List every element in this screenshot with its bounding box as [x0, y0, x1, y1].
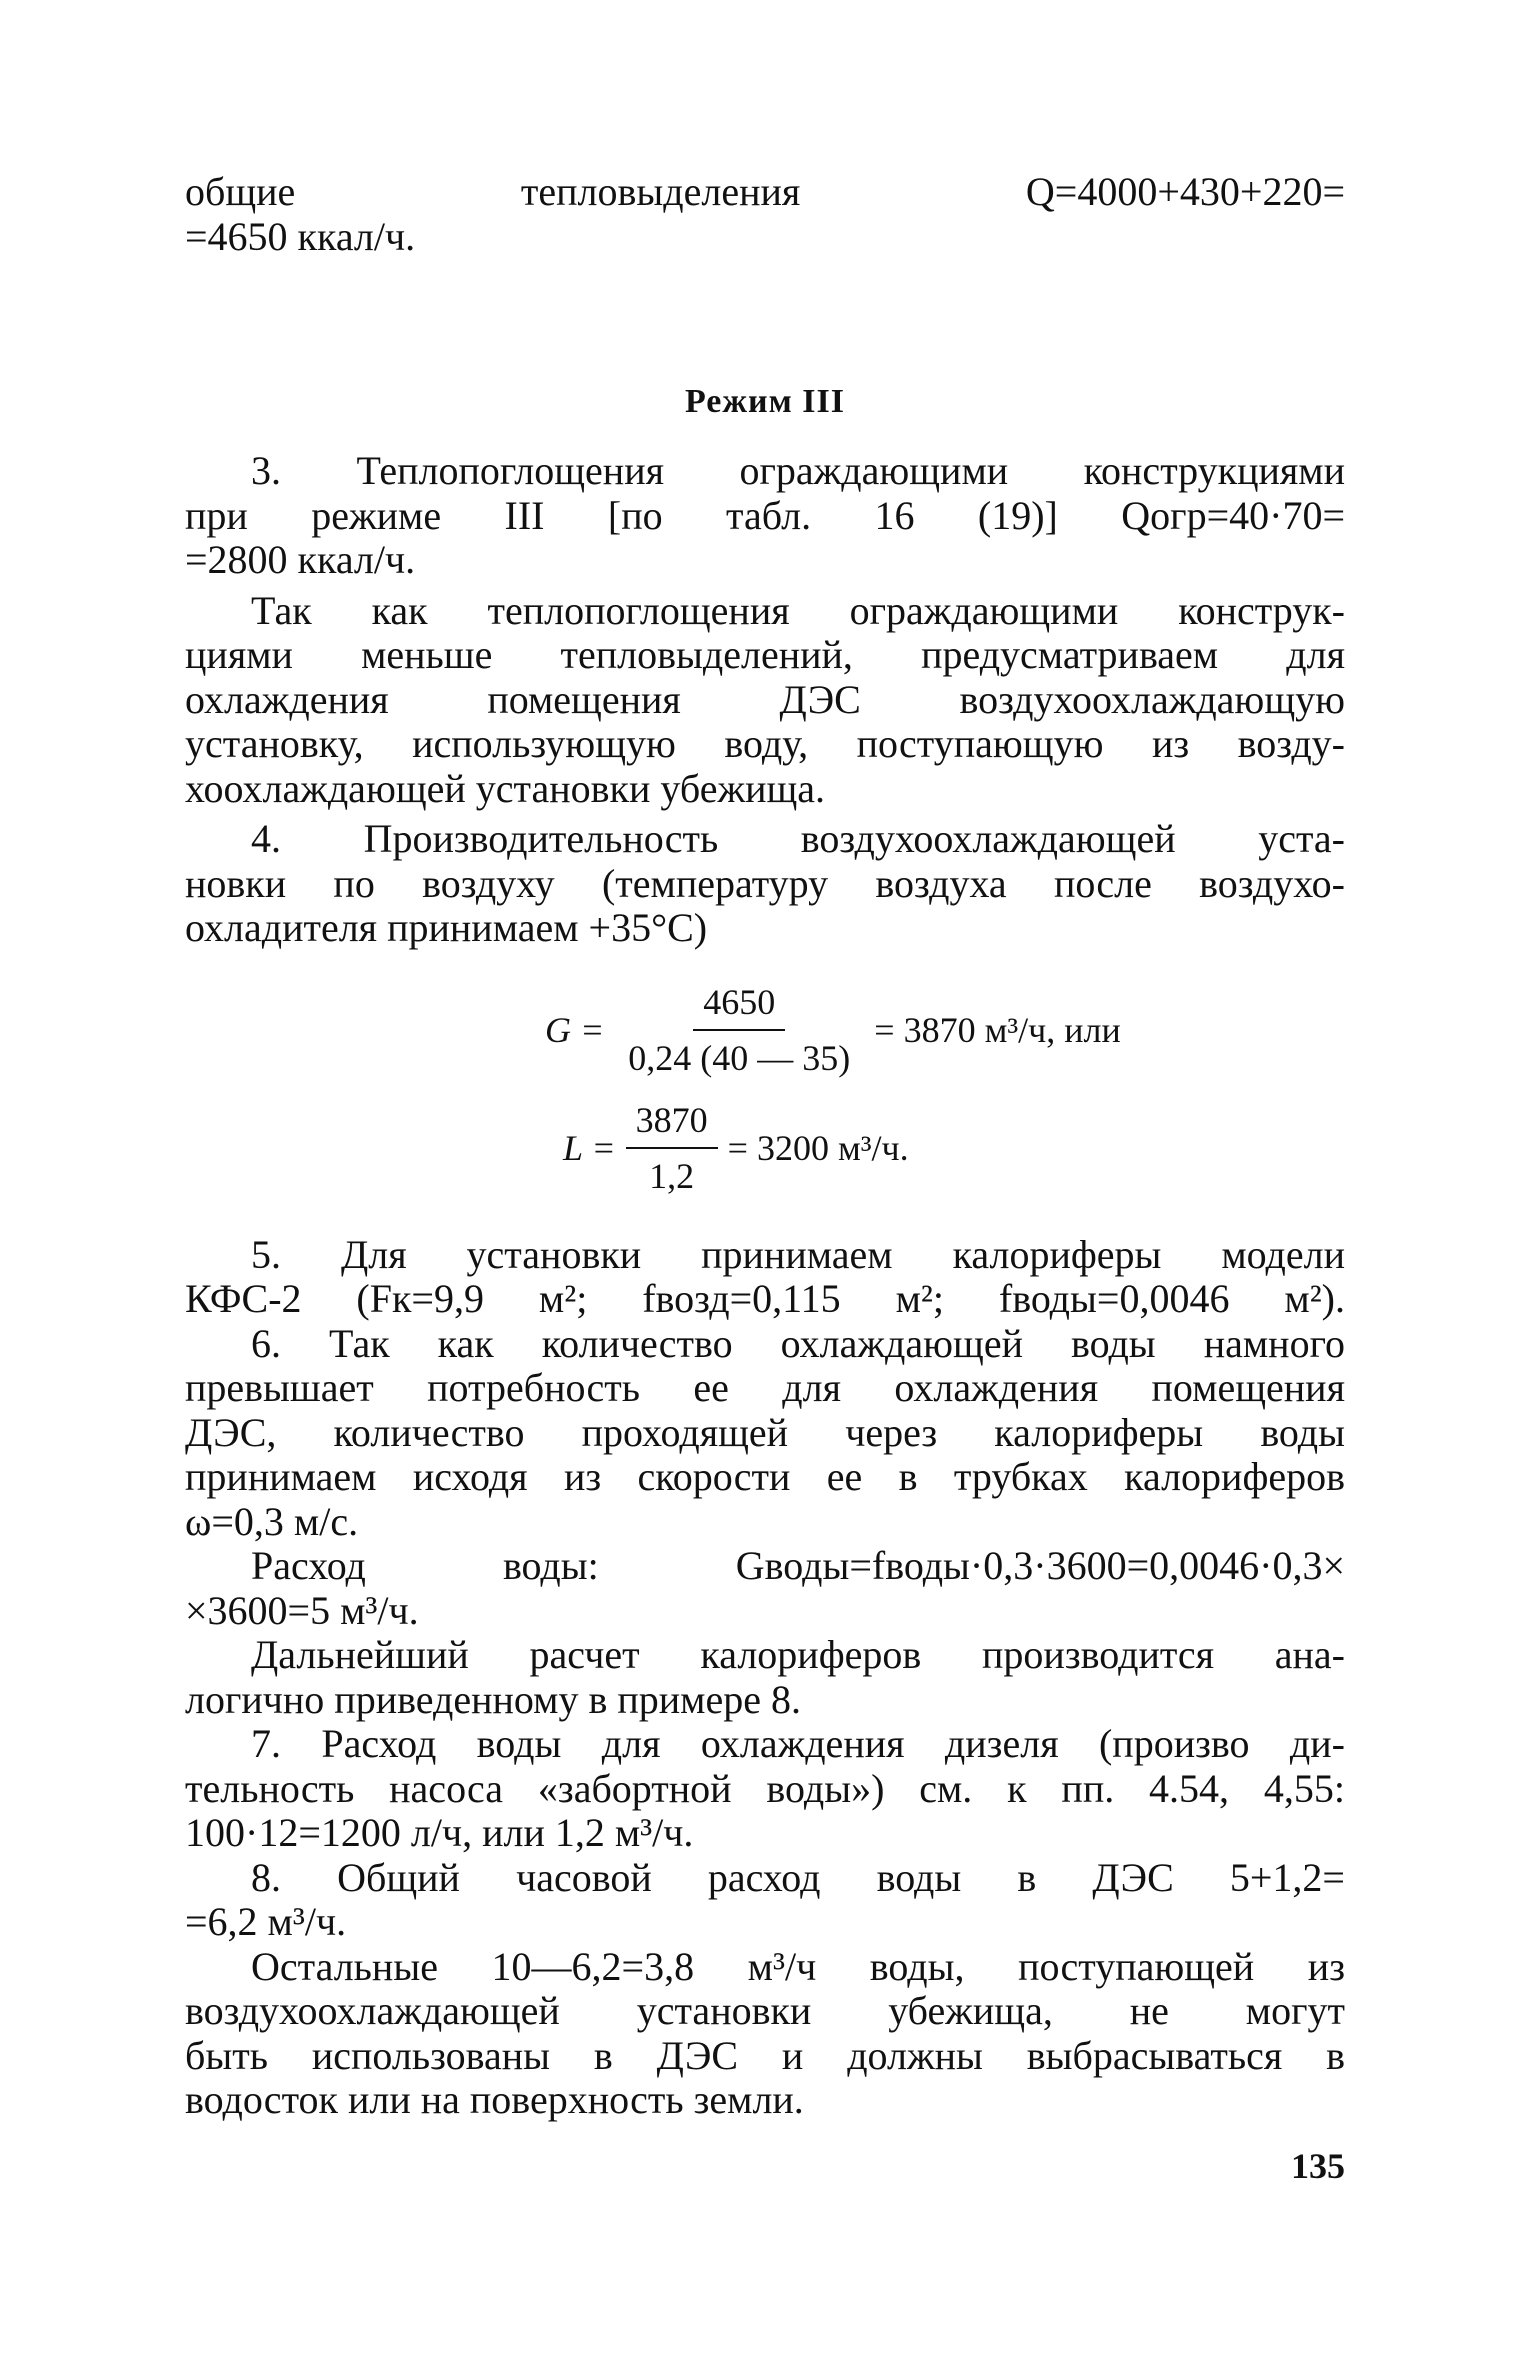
text-line: 6. Так как количество охлаждающей воды намного	[251, 1320, 1345, 1366]
text-line: 3. Теплопоглощения ограждающими конструкциями	[251, 448, 1345, 493]
text-line: 8. Общий часовой расход воды в ДЭС 5+1,2=	[251, 1854, 1345, 1900]
paragraph-item-5	[185, 1233, 1345, 1322]
text-line: ×3600=5 м³/ч.	[185, 1587, 419, 1633]
paragraph-item-3	[185, 449, 1345, 583]
fraction-denominator: 0,24 (40 — 35)	[628, 1037, 851, 1078]
fraction-denominator: 1,2	[649, 1155, 695, 1196]
fraction-numerator: 4650	[693, 981, 785, 1031]
text-line: ДЭС, количество проходящей через калориферы воды	[185, 1409, 1345, 1455]
page-number: 135	[1291, 2146, 1345, 2186]
formula-rhs: = 3870 м³/ч, или	[874, 1009, 1121, 1050]
text-line: воздухоохлаждающей установки убежища, не могут	[185, 1988, 1345, 2033]
text-line: =6,2 м³/ч.	[185, 1899, 347, 1944]
text-line: охладителя принимаем +35°С)	[185, 905, 708, 950]
text-line: 5. Для установки принимаем калориферы модели	[251, 1231, 1345, 1277]
text-line: Остальные 10—6,2=3,8 м³/ч воды, поступающей из	[251, 1943, 1345, 1989]
formula-fraction	[618, 981, 860, 1079]
text-line: охлаждения помещения ДЭС воздухоохлаждающую	[185, 676, 1345, 722]
text-line: водосток или на поверхность земли.	[185, 2077, 804, 2122]
text-line: Так как теплопоглощения ограждающими конструк-	[251, 587, 1345, 633]
text-line: быть использованы в ДЭС и должны выбрасываться в	[185, 2032, 1345, 2078]
paragraph-item-4	[185, 817, 1345, 951]
formula-lhs: L =	[563, 1127, 616, 1168]
text-line: хоохлаждающей установки убежища.	[185, 765, 826, 811]
formula-l	[563, 1099, 909, 1197]
text-line: логично приведенному в примере 8.	[185, 1676, 801, 1722]
paragraph-total-heat	[185, 170, 1345, 259]
text-line: тельность насоса «забортной воды») см. к пп. 4.54, 4,55:	[185, 1765, 1345, 1811]
fraction-numerator: 3870	[626, 1099, 718, 1149]
paragraph-item-8	[185, 1856, 1345, 1945]
page-body	[185, 170, 1345, 2123]
text-line: 7. Расход воды для охлаждения дизеля (произво ди-	[251, 1721, 1345, 1766]
section-heading: Режим III	[684, 383, 845, 420]
paragraph-further-calc	[185, 1633, 1345, 1722]
text-line: принимаем исходя из скорости ее в трубках калориферов	[185, 1454, 1345, 1499]
text-line: =2800 ккал/ч.	[185, 537, 416, 582]
formula-lhs: G =	[545, 1009, 605, 1050]
paragraph-cooling	[185, 589, 1345, 812]
text-line: =4650 ккал/ч.	[185, 213, 416, 259]
formula-g	[545, 981, 1121, 1079]
text-line: при режиме III [по табл. 16 (19)] Qогр=40·70=	[185, 492, 1345, 538]
text-line: установку, использующую воду, поступающую из возду-	[185, 721, 1345, 766]
text-line: Дальнейший расчет калориферов производится ана-	[251, 1632, 1345, 1677]
formula-fraction	[626, 1099, 718, 1197]
formula-rhs: = 3200 м³/ч.	[727, 1127, 909, 1168]
paragraph-remaining	[185, 1945, 1345, 2123]
text-line: 100·12=1200 л/ч, или 1,2 м³/ч.	[185, 1810, 694, 1855]
text-line: Расход воды: Gводы=fводы·0,3·3600=0,0046·0,3×	[251, 1543, 1345, 1588]
text-line: общие тепловыделения Q=4000+430+220=	[185, 169, 1345, 214]
formula-block	[185, 981, 1345, 1211]
text-line: ω=0,3 м/с.	[185, 1498, 359, 1544]
text-line: 4. Производительность воздухоохлаждающей уста-	[251, 816, 1345, 861]
text-line: превышает потребность ее для охлаждения помещения	[185, 1365, 1345, 1410]
text-line: новки по воздуху (температуру воздуха после воздухо-	[185, 860, 1345, 906]
text-line: циями меньше тепловыделений, предусматриваем для	[185, 632, 1345, 677]
paragraph-water-flow	[185, 1544, 1345, 1633]
text-line: КФС-2 (Fк=9,9 м²; fвозд=0,115 м²; fводы=0,0046 м²).	[185, 1276, 1345, 1321]
paragraph-item-6	[185, 1322, 1345, 1545]
paragraph-item-7	[185, 1722, 1345, 1856]
